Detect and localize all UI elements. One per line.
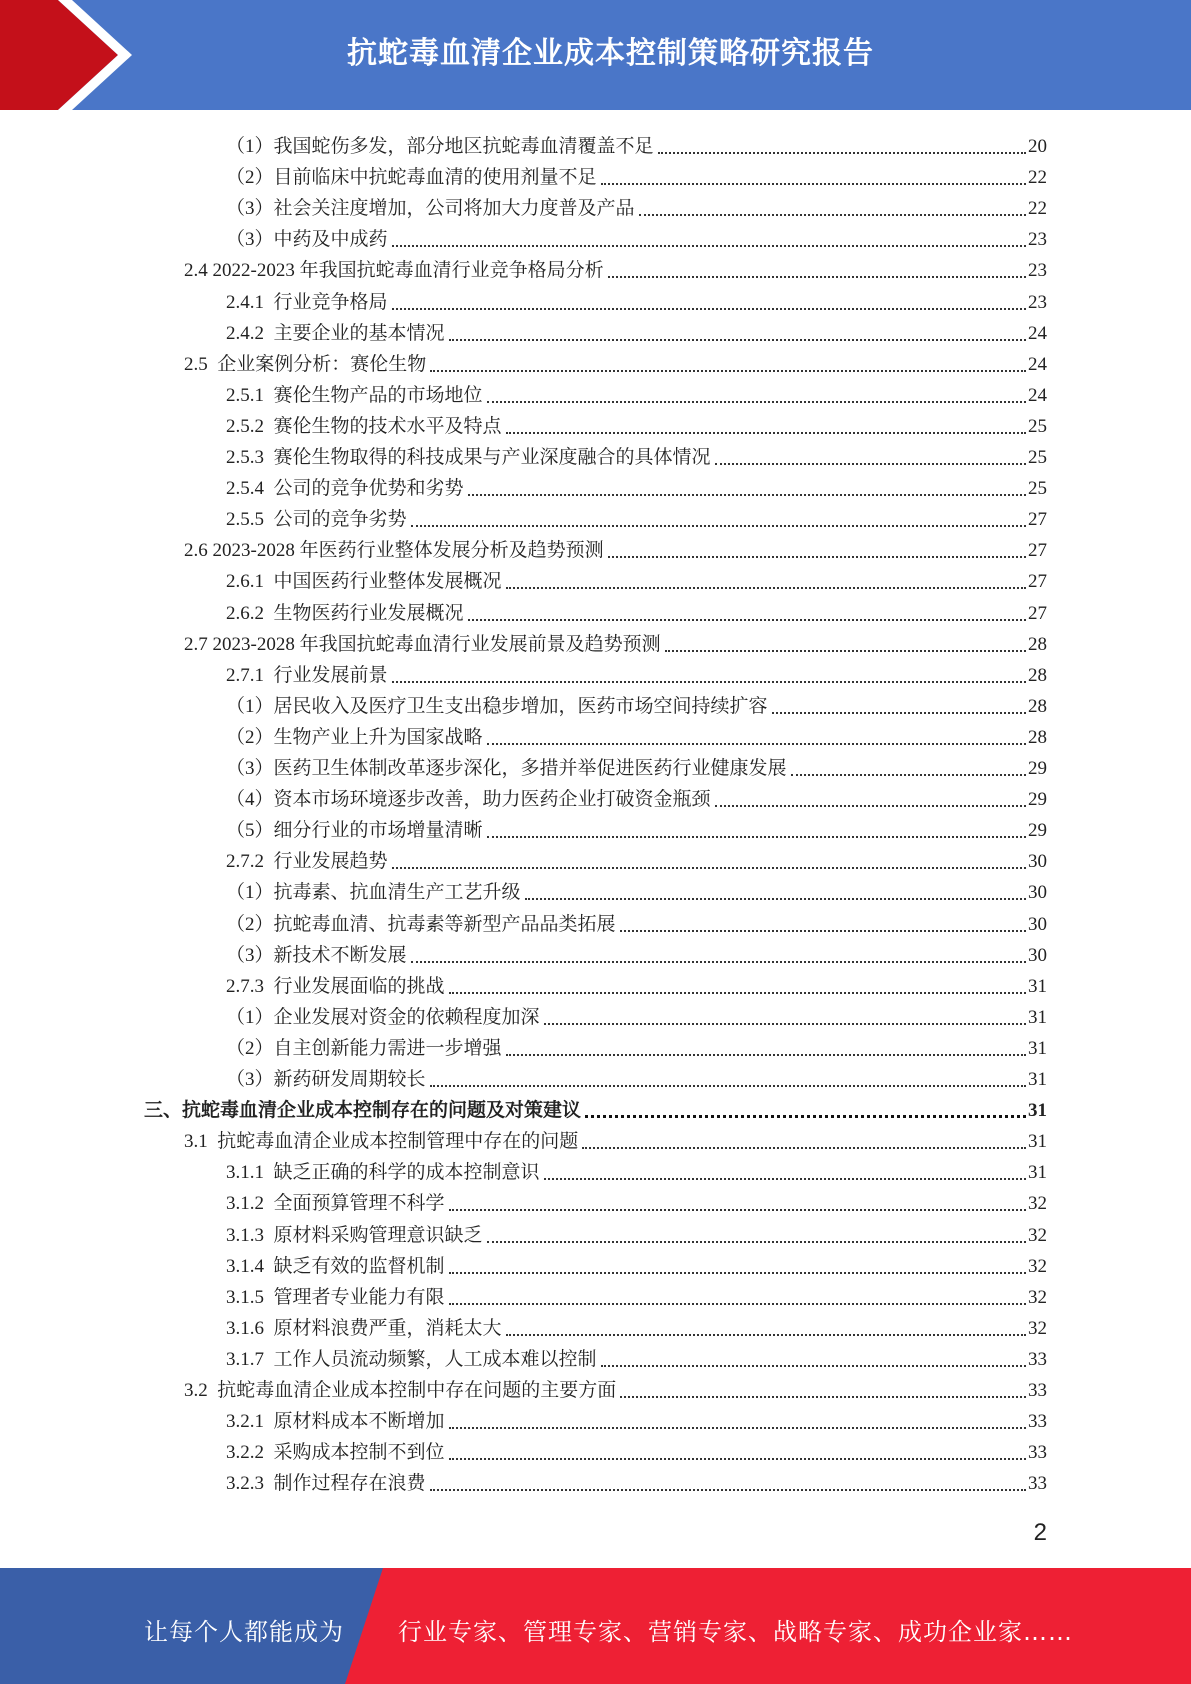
toc-entry-title: 3.1.2 全面预算管理不科学 — [226, 1193, 445, 1215]
toc-entry-title: 2.6 2023-2028 年医药行业整体发展分析及趋势预测 — [184, 540, 604, 562]
toc-entry-page: 27 — [1028, 602, 1047, 624]
toc-entry[interactable] — [184, 1372, 1047, 1403]
toc-entry-page: 29 — [1028, 820, 1047, 842]
toc-dot-leader — [665, 650, 1026, 652]
toc-entry-page: 20 — [1028, 136, 1047, 157]
toc-dot-leader — [506, 1054, 1026, 1056]
toc-entry-title: （2）自主创新能力需进一步增强 — [226, 1037, 502, 1059]
toc-entry-page: 33 — [1028, 1380, 1047, 1401]
toc-entry-page: 22 — [1028, 167, 1047, 189]
toc-entry-title: 3.1 抗蛇毒血清企业成本控制管理中存在的问题 — [184, 1131, 579, 1153]
toc-entry-page: 30 — [1028, 882, 1047, 904]
toc-entry-title: 2.5.2 赛伦生物的技术水平及特点 — [226, 415, 502, 437]
toc-entry-title: 3.1.3 原材料采购管理意识缺乏 — [226, 1224, 483, 1246]
toc-entry-title: 3.2.2 采购成本控制不到位 — [226, 1442, 445, 1464]
toc-entry-page: 25 — [1028, 478, 1047, 500]
toc-entry-title: 3.1.6 原材料浪费严重，消耗太大 — [226, 1317, 502, 1339]
toc-entry[interactable] — [226, 1030, 1047, 1061]
toc-entry[interactable] — [184, 1123, 1047, 1154]
toc-dot-leader — [449, 1427, 1026, 1429]
toc-dot-leader — [392, 245, 1026, 247]
toc-entry-title: 2.4 2022-2023 年我国抗蛇毒血清行业竞争格局分析 — [184, 260, 604, 282]
toc-entry[interactable] — [184, 532, 1047, 563]
toc-dot-leader — [601, 183, 1026, 185]
toc-entry-page: 32 — [1028, 1193, 1047, 1215]
toc-entry-page: 23 — [1028, 291, 1047, 313]
toc-entry[interactable] — [184, 346, 1047, 377]
toc-entry[interactable] — [226, 688, 1047, 719]
toc-entry-title: 2.4.2 主要企业的基本情况 — [226, 322, 445, 344]
toc-dot-leader — [411, 961, 1026, 963]
toc-dot-leader — [608, 556, 1026, 558]
toc-entry-title: （3）医药卫生体制改革逐步深化，多措并举促进医药行业健康发展 — [226, 758, 787, 779]
toc-entry[interactable] — [226, 874, 1047, 905]
toc-entry-title: （3）中药及中成药 — [226, 229, 388, 251]
toc-entry-title: （4）资本市场环境逐步改善，助力医药企业打破资金瓶颈 — [226, 789, 711, 811]
toc-entry[interactable] — [226, 1185, 1047, 1216]
toc-entry[interactable] — [226, 284, 1047, 315]
toc-entry-page: 23 — [1028, 229, 1047, 251]
toc-entry[interactable] — [226, 1310, 1047, 1341]
toc-entry-page: 31 — [1028, 1037, 1047, 1059]
toc-entry-title: 2.5.3 赛伦生物取得的科技成果与产业深度融合的具体情况 — [226, 447, 711, 468]
toc-dot-leader — [411, 525, 1026, 527]
toc-dot-leader — [715, 463, 1026, 465]
toc-dot-leader — [430, 1489, 1026, 1491]
toc-entry-title: 3.2.3 制作过程存在浪费 — [226, 1473, 426, 1495]
toc-dot-leader — [449, 1458, 1026, 1460]
toc-dot-leader — [449, 1272, 1026, 1274]
toc-entry-page: 27 — [1028, 509, 1047, 531]
toc-entry-page: 31 — [1028, 1006, 1047, 1028]
toc-entry-title: （1）企业发展对资金的依赖程度加深 — [226, 1006, 540, 1028]
toc-entry-page: 25 — [1028, 415, 1047, 437]
toc-entry-page: 28 — [1028, 664, 1047, 686]
toc-entry[interactable] — [226, 377, 1047, 408]
toc-entry[interactable] — [226, 657, 1047, 688]
toc-entry-title: （2）目前临床中抗蛇毒血清的使用剂量不足 — [226, 167, 597, 189]
toc-entry-page: 24 — [1028, 353, 1047, 375]
toc-dot-leader — [715, 805, 1026, 807]
toc-entry-page: 31 — [1028, 1100, 1047, 1122]
toc-entry[interactable] — [226, 906, 1047, 937]
toc-entry[interactable] — [226, 1279, 1047, 1310]
toc-dot-leader — [525, 898, 1026, 900]
toc-entry-page: 33 — [1028, 1348, 1047, 1370]
toc-dot-leader — [772, 712, 1026, 714]
toc-entry-title: 三、抗蛇毒血清企业成本控制存在的问题及对策建议 — [144, 1100, 582, 1122]
toc-entry[interactable] — [226, 501, 1047, 532]
toc-entry[interactable] — [226, 470, 1047, 501]
toc-entry[interactable] — [226, 1154, 1047, 1185]
toc-entry[interactable] — [226, 439, 1047, 470]
toc-entry[interactable] — [226, 128, 1047, 159]
toc-entry-title: 3.1.5 管理者专业能力有限 — [226, 1286, 445, 1308]
toc-entry-page: 28 — [1028, 695, 1047, 717]
toc-entry-page: 33 — [1028, 1411, 1047, 1433]
toc-entry-page: 32 — [1028, 1317, 1047, 1339]
toc-dot-leader — [506, 432, 1026, 434]
toc-entry-title: （1）抗毒素、抗血清生产工艺升级 — [226, 882, 521, 904]
toc-entry[interactable] — [184, 626, 1047, 657]
toc-entry[interactable] — [226, 937, 1047, 968]
toc-entry-page: 24 — [1028, 322, 1047, 344]
toc-entry-page: 31 — [1028, 1162, 1047, 1184]
toc-dot-leader — [392, 681, 1026, 683]
toc-dot-leader — [487, 1241, 1026, 1243]
toc-entry-page: 32 — [1028, 1224, 1047, 1246]
toc-entry-page: 29 — [1028, 758, 1047, 779]
toc-entry-page: 31 — [1028, 1069, 1047, 1090]
toc-dot-leader — [487, 743, 1026, 745]
toc-entry-page: 24 — [1028, 384, 1047, 406]
toc-entry-title: 2.4.1 行业竞争格局 — [226, 291, 388, 313]
toc-entry-title: 3.1.7 工作人员流动频繁，人工成本难以控制 — [226, 1348, 597, 1370]
toc-dot-leader — [658, 152, 1026, 154]
toc-dot-leader — [468, 494, 1026, 496]
toc-dot-leader — [487, 836, 1026, 838]
toc-dot-leader — [620, 1396, 1026, 1398]
toc-entry-page: 33 — [1028, 1442, 1047, 1464]
toc-entry[interactable] — [226, 1465, 1047, 1496]
toc-entry-title: 2.5 企业案例分析：赛伦生物 — [184, 353, 427, 375]
toc-dot-leader — [601, 1365, 1026, 1367]
toc-entry-title: （2）生物产业上升为国家战略 — [226, 726, 483, 748]
toc-dot-leader — [582, 1147, 1026, 1149]
toc-entry-title: 3.2 抗蛇毒血清企业成本控制中存在问题的主要方面 — [184, 1380, 617, 1401]
toc-dot-leader — [506, 587, 1026, 589]
toc-entry-title: 3.2.1 原材料成本不断增加 — [226, 1411, 445, 1433]
toc-entry-title: 3.1.4 缺乏有效的监督机制 — [226, 1255, 445, 1277]
toc-entry[interactable] — [226, 408, 1047, 439]
toc-dot-leader — [449, 1209, 1026, 1211]
toc-entry[interactable] — [226, 1434, 1047, 1465]
toc-dot-leader — [392, 308, 1026, 310]
toc-entry[interactable] — [226, 781, 1047, 812]
toc-dot-leader — [449, 339, 1026, 341]
toc-dot-leader — [468, 619, 1026, 621]
toc-entry-page: 30 — [1028, 913, 1047, 935]
toc-entry[interactable] — [226, 1217, 1047, 1248]
footer-slogan-left: 让每个人都能成为 — [144, 1618, 344, 1646]
toc-dot-leader — [392, 867, 1026, 869]
toc-entry-title: （5）细分行业的市场增量清晰 — [226, 820, 483, 842]
toc-entry[interactable] — [226, 1403, 1047, 1434]
toc-entry-title: 2.7.1 行业发展前景 — [226, 664, 388, 686]
toc-entry-title: 2.6.1 中国医药行业整体发展概况 — [226, 571, 502, 593]
toc-entry-title: （2）抗蛇毒血清、抗毒素等新型产品品类拓展 — [226, 913, 616, 935]
toc-entry-page: 25 — [1028, 447, 1047, 468]
toc-entry-page: 28 — [1028, 726, 1047, 748]
toc-entry-page: 28 — [1028, 633, 1047, 655]
toc-entry-title: 2.6.2 生物医药行业发展概况 — [226, 602, 464, 624]
page-number: 2 — [1033, 1519, 1047, 1546]
toc-entry[interactable] — [226, 843, 1047, 874]
toc-entry-page: 23 — [1028, 260, 1047, 282]
toc-dot-leader — [544, 1023, 1026, 1025]
toc-entry[interactable] — [226, 968, 1047, 999]
toc-entry-page: 27 — [1028, 540, 1047, 562]
toc-dot-leader — [487, 401, 1026, 403]
toc-entry[interactable] — [226, 221, 1047, 252]
header-title: 抗蛇毒血清企业成本控制策略研究报告 — [347, 36, 874, 71]
toc-entry-page: 32 — [1028, 1286, 1047, 1308]
toc-entry-title: 2.5.4 公司的竞争优势和劣势 — [226, 478, 464, 500]
toc-dot-leader — [639, 214, 1026, 216]
toc-dot-leader — [449, 992, 1026, 994]
toc-entry[interactable] — [226, 563, 1047, 594]
toc-entry-title: 3.1.1 缺乏正确的科学的成本控制意识 — [226, 1162, 540, 1184]
toc-dot-leader — [430, 1085, 1026, 1087]
toc-entry-title: （1）我国蛇伤多发，部分地区抗蛇毒血清覆盖不足 — [226, 136, 654, 157]
toc-entry[interactable] — [226, 159, 1047, 190]
toc-entry-title: 2.7.2 行业发展趋势 — [226, 851, 388, 873]
toc-dot-leader — [585, 1115, 1026, 1118]
toc-dot-leader — [506, 1334, 1026, 1336]
toc-entry-page: 22 — [1028, 198, 1047, 220]
toc-entry-page: 31 — [1028, 975, 1047, 997]
toc-entry-title: 2.5.5 公司的竞争劣势 — [226, 509, 407, 531]
toc-entry-title: 2.7.3 行业发展面临的挑战 — [226, 975, 445, 997]
toc-dot-leader — [430, 370, 1026, 372]
toc-entry[interactable] — [226, 1341, 1047, 1372]
toc-entry-page: 29 — [1028, 789, 1047, 811]
toc-entry-page: 32 — [1028, 1255, 1047, 1277]
toc-entry[interactable] — [226, 1248, 1047, 1279]
toc-dot-leader — [791, 774, 1026, 776]
toc-dot-leader — [608, 276, 1026, 278]
toc-entry-page: 27 — [1028, 571, 1047, 593]
toc-dot-leader — [449, 1303, 1026, 1305]
toc-dot-leader — [620, 930, 1026, 932]
toc-entry-title: 2.5.1 赛伦生物产品的市场地位 — [226, 384, 483, 406]
toc-entry-title: （3）社会关注度增加，公司将加大力度普及产品 — [226, 198, 635, 220]
toc-entry-title: （3）新药研发周期较长 — [226, 1069, 426, 1090]
toc-entry[interactable] — [184, 252, 1047, 283]
toc-dot-leader — [544, 1178, 1026, 1180]
toc-entry-page: 31 — [1028, 1131, 1047, 1153]
toc-entry-title: 2.7 2023-2028 年我国抗蛇毒血清行业发展前景及趋势预测 — [184, 633, 661, 655]
page-header — [0, 0, 1191, 110]
toc-entry[interactable] — [226, 190, 1047, 221]
toc-entry-page: 30 — [1028, 944, 1047, 966]
toc-entry-page: 30 — [1028, 851, 1047, 873]
toc-entry[interactable] — [226, 999, 1047, 1030]
toc-entry[interactable] — [226, 750, 1047, 781]
toc-entry[interactable] — [226, 595, 1047, 626]
toc-entry-page: 33 — [1028, 1473, 1047, 1495]
toc-entry[interactable] — [226, 719, 1047, 750]
toc-entry[interactable] — [144, 1092, 1047, 1123]
toc-entry[interactable] — [226, 315, 1047, 346]
footer-slogan-right: 行业专家、管理专家、营销专家、战略专家、成功企业家…… — [398, 1618, 1073, 1646]
toc-entry-title: （3）新技术不断发展 — [226, 944, 407, 966]
toc-entry-title: （1）居民收入及医疗卫生支出稳步增加，医药市场空间持续扩容 — [226, 695, 768, 717]
page-footer — [0, 1568, 1191, 1684]
toc-entry[interactable] — [226, 1061, 1047, 1092]
toc-entry[interactable] — [226, 812, 1047, 843]
